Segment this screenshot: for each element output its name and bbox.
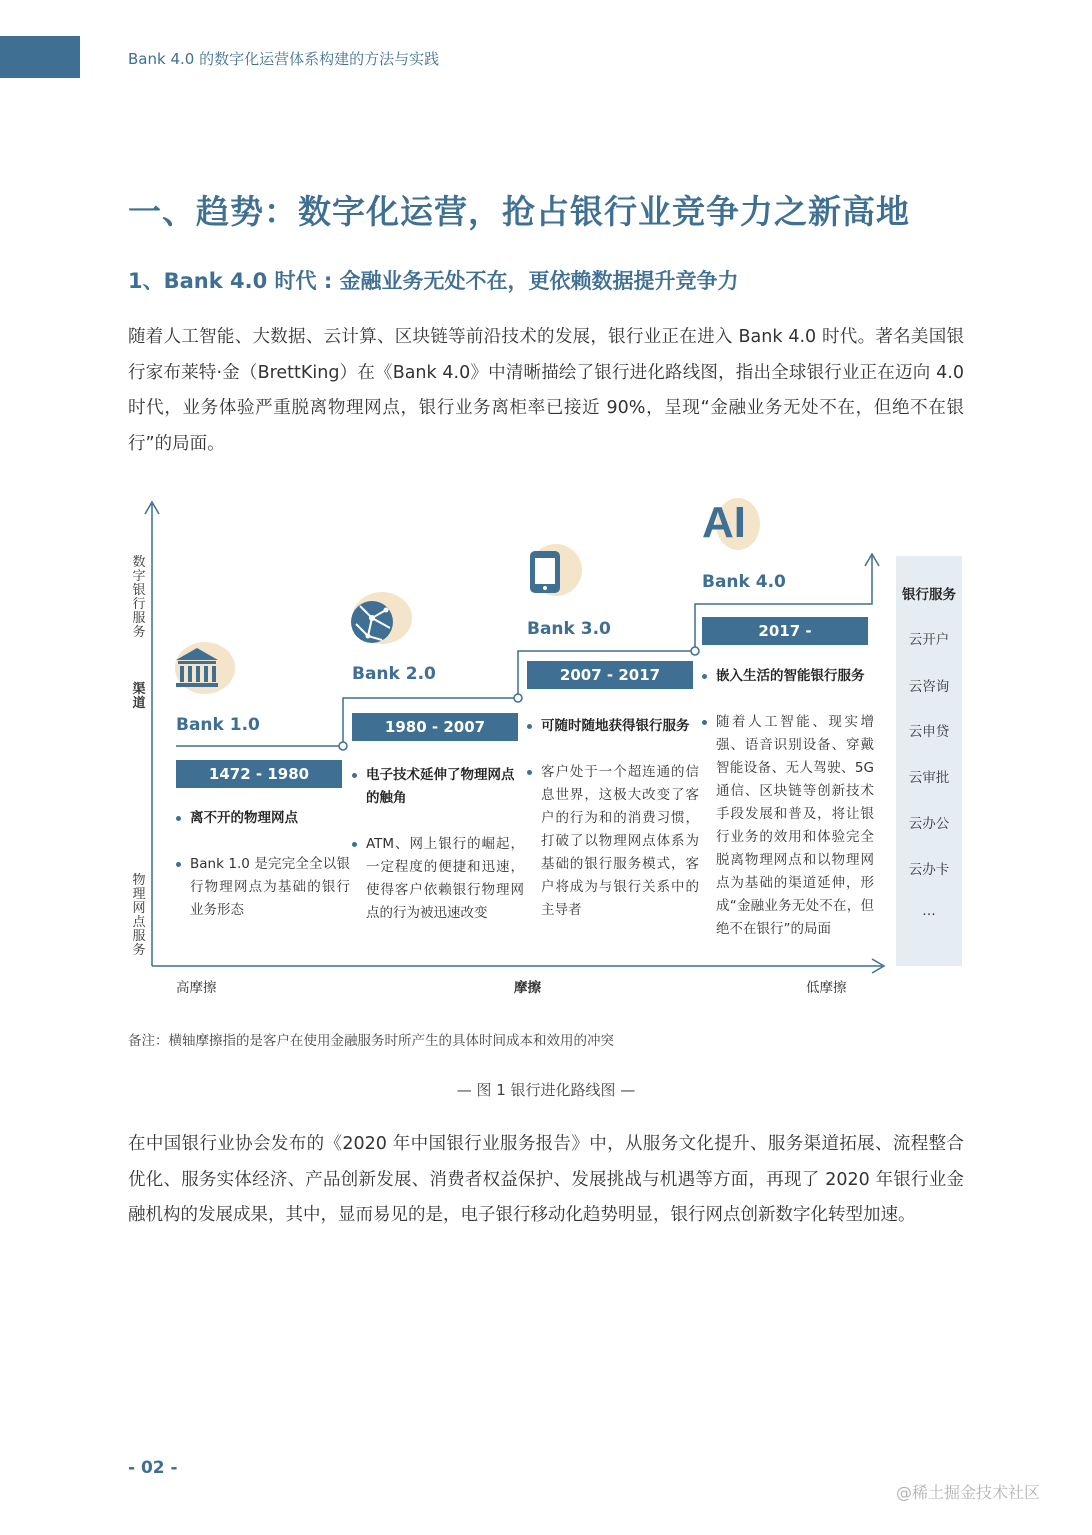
section-heading: 一、趋势：数字化运营，抢占银行业竞争力之新高地 bbox=[128, 192, 910, 231]
x-axis-label-title: 摩擦 bbox=[514, 980, 541, 996]
y-axis-label-physical: 物理网点服务 bbox=[132, 873, 146, 958]
running-header-title: Bank 4.0 的数字化运营体系构建的方法与实践 bbox=[128, 50, 440, 68]
stage-years-bank1: 1472 - 1980 bbox=[176, 760, 342, 788]
stage-headline-bank2: 电子技术延伸了物理网点的触角 bbox=[352, 764, 524, 810]
stage-detail-bank3: 客户处于一个超连通的信息世界，这极大改变了客户的行为和的消费习惯，打破了以物理网点体系为基础的银行服务模式，客户将成为与银行关系中的主导者 bbox=[527, 761, 699, 922]
stage-years-bank2: 1980 - 2007 bbox=[352, 713, 518, 741]
stage-name-bank2: Bank 2.0 bbox=[352, 664, 436, 684]
y-axis-label-channel: 渠道 bbox=[132, 682, 146, 711]
step-node-1 bbox=[339, 742, 347, 750]
service-item: 云办卡 bbox=[908, 862, 950, 878]
service-item: 云申贷 bbox=[908, 724, 950, 740]
service-item: 云审批 bbox=[908, 770, 950, 786]
bank-services-title: 银行服务 bbox=[902, 587, 956, 603]
stage-name-bank3: Bank 3.0 bbox=[527, 619, 611, 639]
step-node-2 bbox=[514, 694, 522, 702]
stage-detail-bank1: Bank 1.0 是完完全全以银行物理网点为基础的银行业务形态 bbox=[176, 853, 350, 922]
ai-icon: AI bbox=[702, 498, 746, 547]
stage-detail-bank2: ATM、网上银行的崛起，一定程度的便捷和迅速，使得客户依赖银行物理网点的行为被迅速改变 bbox=[352, 833, 524, 925]
mobile-phone-icon bbox=[530, 551, 560, 593]
stage-headline-bank4: 嵌入生活的智能银行服务 bbox=[702, 665, 886, 688]
service-item: … bbox=[922, 903, 936, 919]
subsection-heading: 1、Bank 4.0 时代 : 金融业务无处不在，更依赖数据提升竞争力 bbox=[128, 269, 739, 293]
service-item: 云办公 bbox=[908, 816, 950, 832]
service-item: 云开户 bbox=[908, 632, 950, 648]
intro-paragraph: 随着人工智能、大数据、云计算、区块链等前沿技术的发展，银行业正在进入 Bank 4.0 时代。著名美国银行家布莱特·金（BrettKing）在《Bank 4.0》中清晰描绘了银行进化路线图，指出全球银行业正在迈向 4.0 时代，业务体验严重脱离物理网点，银行业务离柜率已接近 90%，呈现“金融业务无处不在，但绝不在银行”的局面。 bbox=[128, 327, 964, 454]
stage-name-bank4: Bank 4.0 bbox=[702, 572, 786, 592]
service-item: 云咨询 bbox=[908, 679, 950, 695]
x-axis-label-low: 低摩擦 bbox=[806, 980, 847, 996]
globe-network-icon bbox=[351, 601, 393, 643]
stage-years-bank3: 2007 - 2017 bbox=[527, 661, 693, 689]
stage-name-bank1: Bank 1.0 bbox=[176, 715, 260, 735]
step-node-3 bbox=[691, 647, 699, 655]
y-axis-label-digital: 数字银行服务 bbox=[132, 555, 146, 640]
stage-headline-bank1: 离不开的物理网点 bbox=[176, 807, 350, 830]
page-number: - 02 - bbox=[128, 1458, 178, 1478]
stage-headline-bank3: 可随时随地获得银行服务 bbox=[527, 715, 701, 738]
watermark-text: @稀土掘金技术社区 bbox=[896, 1483, 1041, 1502]
stage-years-bank4: 2017 - bbox=[702, 617, 868, 645]
figure-caption: — 图 1 银行进化路线图 — bbox=[456, 1081, 636, 1099]
body-paragraph: 在中国银行业协会发布的《2020 年中国银行业服务报告》中，从服务文化提升、服务渠道拓展、流程整合优化、服务实体经济、产品创新发展、消费者权益保护、发展挑战与机遇等方面，再现了 2020 年银行业金融机构的发展成果，其中，显而易见的是，电子银行移动化趋势明显，银行网点创新数字化转型加速。 bbox=[128, 1134, 964, 1225]
figure-note: 备注：横轴摩擦指的是客户在使用金融服务时所产生的具体时间成本和效用的冲突 bbox=[128, 1033, 614, 1049]
stage-detail-bank4: 随着人工智能、现实增强、语音识别设备、穿戴智能设备、无人驾驶、5G 通信、区块链等创新技术手段发展和普及，将让银行业务的效用和体验完全脱离物理网点和以物理网点为基础的渠道延伸，形成“金融业务无处不在，但绝不在银行”的局面 bbox=[702, 711, 874, 941]
x-axis-label-high: 高摩擦 bbox=[176, 980, 217, 996]
